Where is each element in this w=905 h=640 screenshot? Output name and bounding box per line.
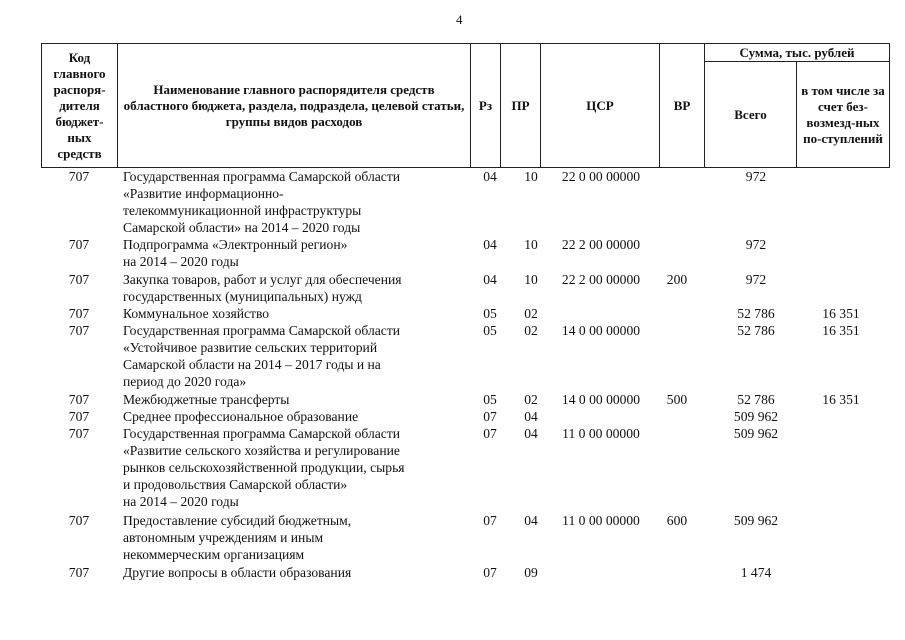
row-pr: 10 xyxy=(524,169,538,184)
row-pr: 04 xyxy=(524,409,538,424)
row-code: 707 xyxy=(68,237,90,252)
row-name: Государственная программа Самарской области «Развитие информационно- телекоммуникационной инфраструктуры Самарской области» на 2014 – 2020 годы xyxy=(123,169,401,235)
row-total: 52 786 xyxy=(737,392,775,407)
row-code: 707 xyxy=(68,565,90,580)
row-rz: 04 xyxy=(483,169,497,184)
row-code: 707 xyxy=(68,513,90,528)
row-rz: 05 xyxy=(483,306,497,321)
row-total: 52 786 xyxy=(737,306,775,321)
row-name: Другие вопросы в области образования xyxy=(123,565,352,580)
row-rz: 07 xyxy=(483,513,497,528)
header-sum: Сумма, тыс. рублей xyxy=(705,44,890,62)
header-free: в том числе за счет без-возмезд-ных по-ступлений xyxy=(797,62,890,168)
row-pr: 02 xyxy=(524,323,538,338)
row-code: 707 xyxy=(68,409,90,424)
row-csr: 11 0 00 00000 xyxy=(562,513,640,528)
row-rz: 05 xyxy=(483,392,497,407)
header-name: Наименование главного распорядителя средств областного бюджета, раздела, подраздела, целевой статьи, группы видов расходов xyxy=(118,44,471,168)
row-name: Государственная программа Самарской области «Развитие сельского хозяйства и регулирование рынков сельскохозяйственной продукции, сырья и продовольствия Самарской области» на 2014 – 2020 годы xyxy=(123,426,405,509)
row-pr: 10 xyxy=(524,237,538,252)
row-csr: 22 0 00 00000 xyxy=(561,169,641,184)
row-total: 972 xyxy=(745,169,767,184)
header-csr: ЦСР xyxy=(541,44,660,168)
page-number: 4 xyxy=(456,12,463,27)
row-pr: 02 xyxy=(524,306,538,321)
header-code: Код главного распоря-дителя бюджет-ных средств xyxy=(42,44,118,168)
row-vr: 200 xyxy=(666,272,688,287)
row-total: 509 962 xyxy=(733,513,779,528)
row-free: 16 351 xyxy=(822,323,860,338)
row-code: 707 xyxy=(68,392,90,407)
row-name: Среднее профессиональное образование xyxy=(123,409,359,424)
row-rz: 07 xyxy=(483,409,497,424)
row-vr: 600 xyxy=(666,513,688,528)
row-csr: 14 0 00 00000 xyxy=(561,392,641,407)
row-name: Межбюджетные трансферты xyxy=(123,392,290,407)
row-pr: 04 xyxy=(524,513,538,528)
row-pr: 04 xyxy=(524,426,538,441)
row-code: 707 xyxy=(68,169,90,184)
row-rz: 04 xyxy=(483,237,497,252)
row-name: Предоставление субсидий бюджетным, автономным учреждениям и иным некоммерческим организациям xyxy=(123,513,352,562)
row-total: 52 786 xyxy=(737,323,775,338)
header-total: Всего xyxy=(705,62,797,168)
header-vr: ВР xyxy=(660,44,705,168)
row-csr: 22 2 00 00000 xyxy=(561,272,641,287)
row-free: 16 351 xyxy=(822,392,860,407)
row-total: 972 xyxy=(745,272,767,287)
row-code: 707 xyxy=(68,323,90,338)
header-pr: ПР xyxy=(501,44,541,168)
row-rz: 05 xyxy=(483,323,497,338)
row-total: 509 962 xyxy=(733,409,779,424)
row-rz: 07 xyxy=(483,426,497,441)
row-rz: 04 xyxy=(483,272,497,287)
row-total: 509 962 xyxy=(733,426,779,441)
row-total: 1 474 xyxy=(740,565,772,580)
row-code: 707 xyxy=(68,272,90,287)
row-name: Подпрограмма «Электронный регион» на 2014 – 2020 годы xyxy=(123,237,348,269)
row-name: Закупка товаров, работ и услуг для обеспечения государственных (муниципальных) нужд xyxy=(123,272,402,304)
row-csr: 22 2 00 00000 xyxy=(561,237,641,252)
row-code: 707 xyxy=(68,426,90,441)
row-pr: 09 xyxy=(524,565,538,580)
row-csr: 11 0 00 00000 xyxy=(562,426,640,441)
row-total: 972 xyxy=(745,237,767,252)
row-name: Государственная программа Самарской области «Устойчивое развитие сельских территорий Самарской области на 2014 – 2017 годы и на период до 2020 года» xyxy=(123,323,401,389)
row-code: 707 xyxy=(68,306,90,321)
row-pr: 10 xyxy=(524,272,538,287)
row-vr: 500 xyxy=(666,392,688,407)
header-rz: Рз xyxy=(471,44,501,168)
table-header xyxy=(41,43,890,168)
row-name: Коммунальное хозяйство xyxy=(123,306,270,321)
row-csr: 14 0 00 00000 xyxy=(561,323,641,338)
row-rz: 07 xyxy=(483,565,497,580)
row-free: 16 351 xyxy=(822,306,860,321)
row-pr: 02 xyxy=(524,392,538,407)
